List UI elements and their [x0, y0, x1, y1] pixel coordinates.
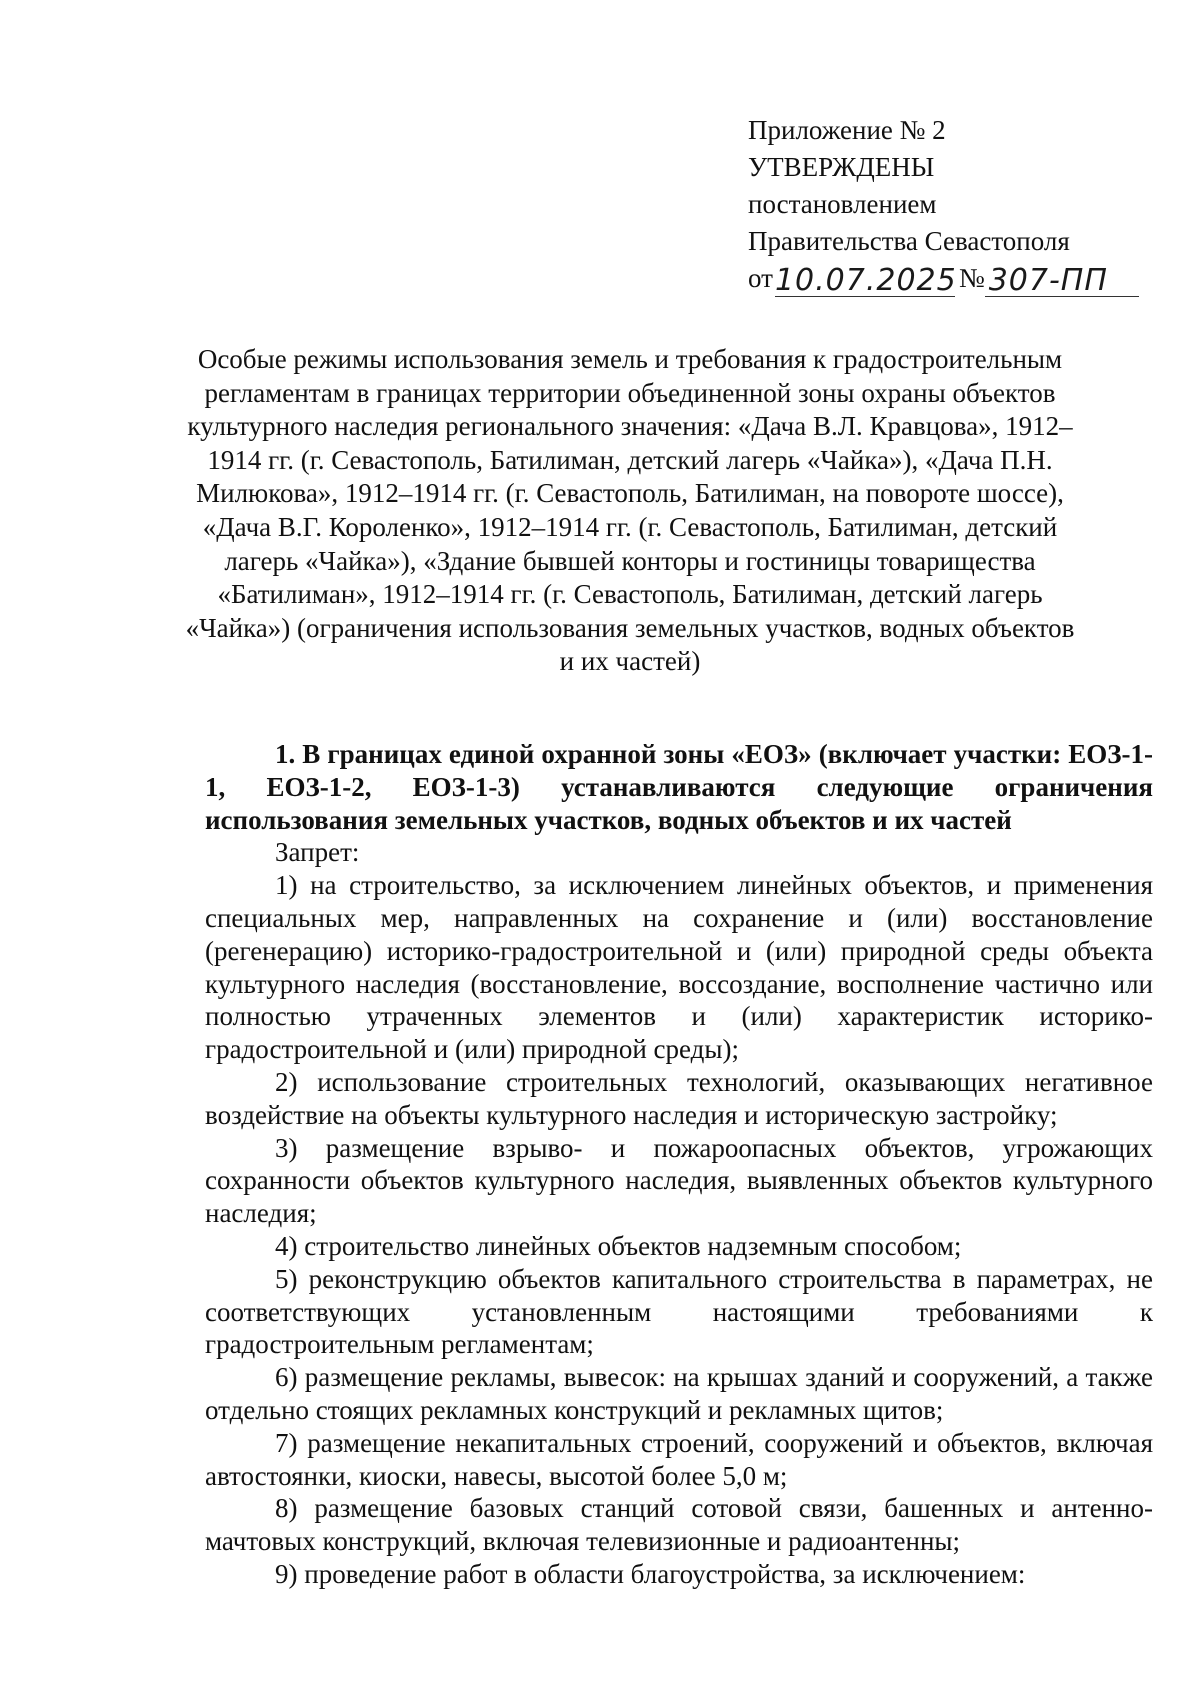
- appendix-number: Приложение № 2: [748, 115, 946, 145]
- list-item: 3) размещение взрыво- и пожароопасных объектов, угрожающих сохранности объектов культурного наследия, выявленных объектов культурного наследия;: [205, 1132, 1153, 1229]
- prohibition-label: Запрет:: [275, 837, 360, 868]
- number-label: №: [958, 263, 985, 293]
- handwritten-date: 10.07.2025: [774, 263, 957, 298]
- document-title: Особые режимы использования земель и требования к градостроительным регламентам в границах территории объединенной зоны охраны объектов культурного наследия регионального значения: «Дача В.Л. Кравцова», 1912–1914 гг. (г. Севастополь, Батилиман, детский лагерь «Чайка»), «Дача П.Н. Милюкова», 1912–1914 гг. (г. Севастополь, Батилиман, на повороте шоссе), «Дача В.Г. Короленко», 1912–1914 гг. (г. Севастополь, Батилиман, детский лагерь «Чайка»), «Здание бывшей конторы и гостиницы товарищества «Батилиман», 1912–1914 гг. (г. Севастополь, Батилиман, детский лагерь «Чайка») (ограничения использования земельных участков, водных объектов и их частей): [185, 344, 1075, 677]
- from-label: от: [748, 263, 773, 293]
- section-body: [205, 738, 1153, 1591]
- list-item: 8) размещение базовых станций сотовой связи, башенных и антенно-мачтовых конструкций, включая телевизионные и радиоантенны;: [205, 1493, 1153, 1557]
- government-label: Правительства Севастополя: [748, 226, 1070, 256]
- resolution-date-number: [748, 260, 1148, 297]
- approval-block: [748, 112, 1148, 297]
- handwritten-number: 307-ПП: [985, 266, 1139, 297]
- list-item: 7) размещение некапитальных строений, сооружений и объектов, включая автостоянки, киоски, навесы, высотой более 5,0 м;: [205, 1427, 1153, 1491]
- list-item: 2) использование строительных технологий, оказывающих негативное воздействие на объекты культурного наследия и историческую застройку;: [205, 1066, 1153, 1130]
- section-heading: 1. В границах единой охранной зоны «ЕОЗ» (включает участки: ЕОЗ-1-1, ЕОЗ-1-2, ЕОЗ-1-3) устанавливаются следующие ограничения использования земельных участков, водных объектов и их частей: [205, 739, 1153, 835]
- resolution-label: постановлением: [748, 189, 937, 219]
- list-item: 9) проведение работ в области благоустройства, за исключением:: [275, 1558, 1026, 1589]
- list-item: 1) на строительство, за исключением линейных объектов, и применения специальных мер, направленных на сохранение и (или) восстановление (регенерацию) историко-градостроительной и (или) природной среды объекта культурного наследия (восстановление, воссоздание, восполнение частично или полностью утраченных элементов и (или) характеристик историко-градостроительной и (или) природной среды);: [205, 870, 1153, 1065]
- list-item: 4) строительство линейных объектов надземным способом;: [275, 1230, 962, 1261]
- approved-label: УТВЕРЖДЕНЫ: [748, 152, 935, 182]
- list-item: 5) реконструкцию объектов капитального строительства в параметрах, не соответствующих установленным настоящими требованиями к градостроительным регламентам;: [205, 1263, 1153, 1360]
- list-item: 6) размещение рекламы, вывесок: на крышах зданий и сооружений, а также отдельно стоящих рекламных конструкций и рекламных щитов;: [205, 1362, 1153, 1425]
